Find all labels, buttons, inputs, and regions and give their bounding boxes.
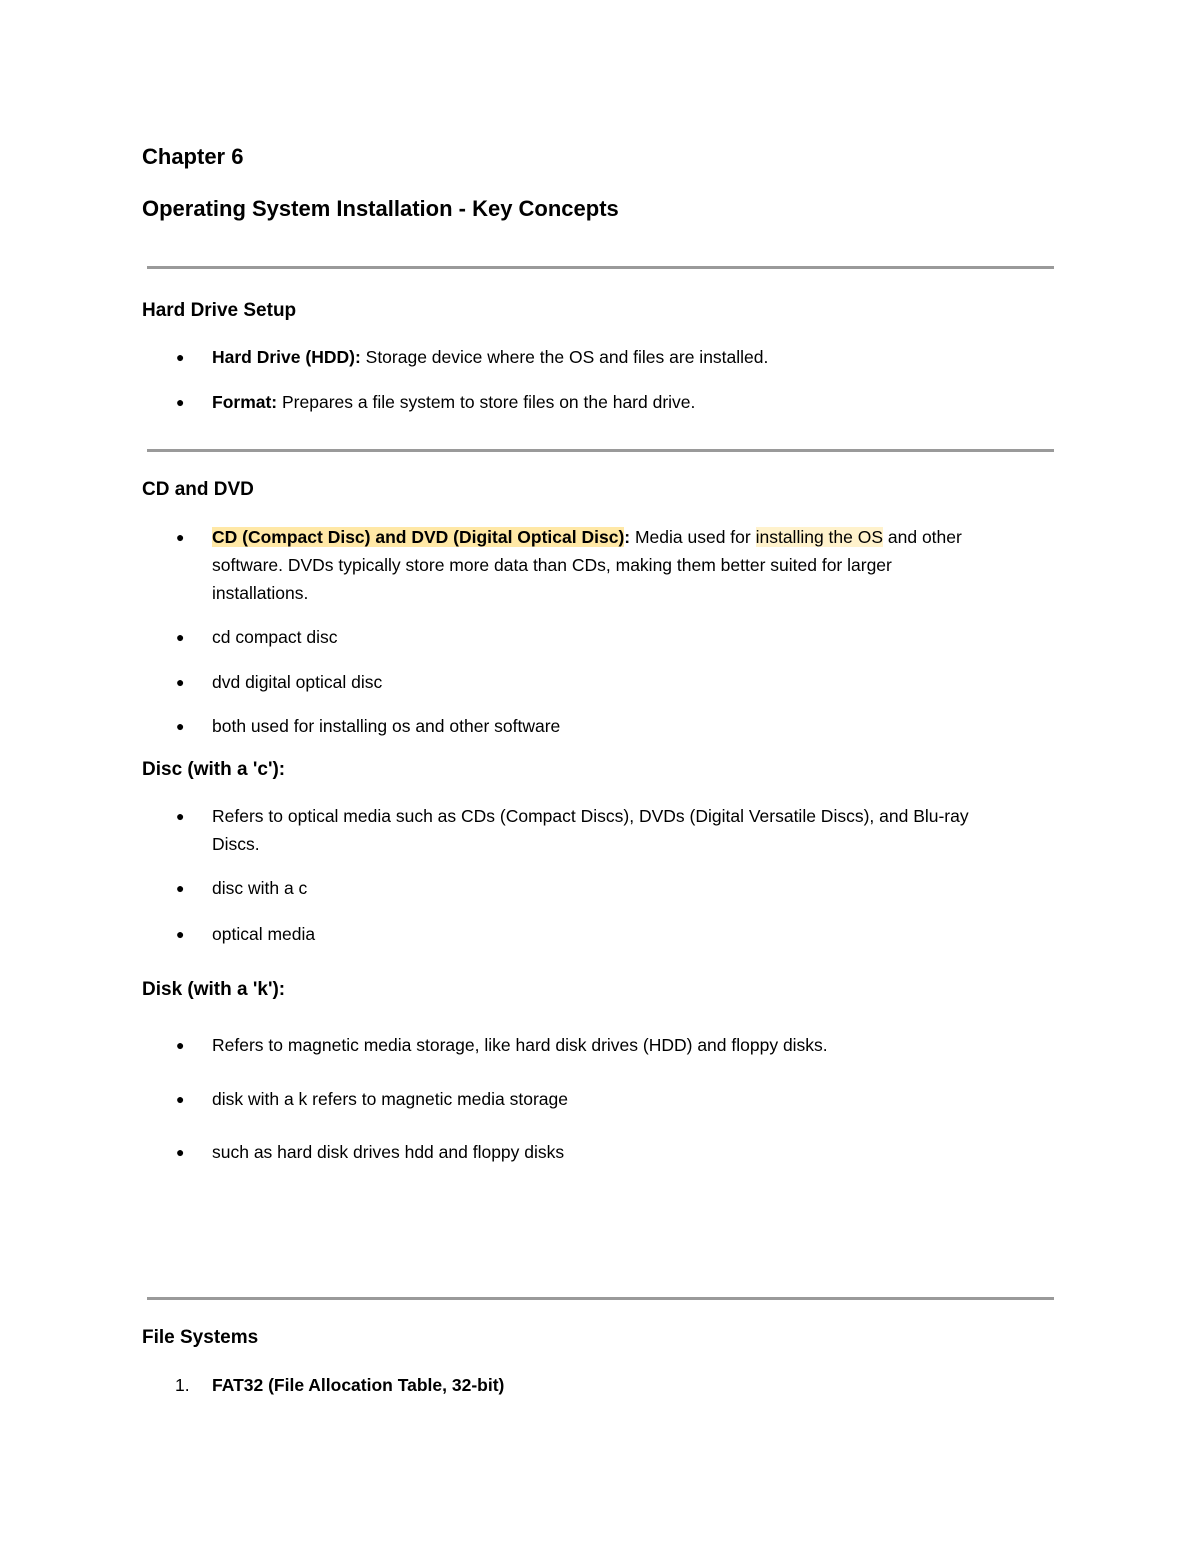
bullet-icon: ● <box>176 880 185 896</box>
bullet-icon: ● <box>176 1091 185 1107</box>
list-number: 1. <box>175 1375 190 1395</box>
bullet-icon: ● <box>176 926 185 942</box>
section-heading-cd-dvd: CD and DVD <box>142 479 254 500</box>
bullet-icon: ● <box>176 1144 185 1160</box>
bullet-icon: ● <box>176 629 185 645</box>
bullet-icon: ● <box>176 1037 185 1053</box>
page-title: Operating System Installation - Key Concepts <box>142 196 619 221</box>
bullet-icon: ● <box>176 674 185 690</box>
document-page: Chapter 6 Operating System Installation - Key Concepts Hard Drive Setup ● Hard Drive (HDD): Storage device where the OS and files are installed. ● Format: Prepares a file system to store files on the hard drive. CD and DVD ● CD (Compact Disc) and DVD (Digital Optical Disc): Media used for installing the OS and other software. DVDs typically store more data than CDs, making them better suited for larger installations. ● cd compact disc ● dvd digital optical disc ● both used for installing os and other software Disc (with a 'c'): ● Refers to optical media such as CDs (Compact Discs), DVDs (Digital Versatile Discs), and Blu-ray Discs. ● disc with a c ● optical media Disk (with a 'k'): ● Refers to magnetic media storage, like hard disk drives (HDD) and floppy disks. ● disk with a k refers to magnetic media storage ● such as hard disk drives hdd and floppy disks File Systems 1. FAT32 (File Allocation Table, 32-bit) <box>0 0 1200 1553</box>
definition: Prepares a file system to store files on the hard drive. <box>277 392 696 412</box>
horizontal-rule <box>147 449 1054 452</box>
term: Hard Drive (HDD): <box>212 347 361 367</box>
section-heading-disc: Disc (with a 'c'): <box>142 759 286 780</box>
section-heading-disk: Disk (with a 'k'): <box>142 979 286 1000</box>
bullet-icon: ● <box>176 394 185 410</box>
horizontal-rule <box>147 266 1054 269</box>
bullet-icon: ● <box>176 808 185 824</box>
bullet-icon: ● <box>176 529 185 545</box>
highlighted-term: CD (Compact Disc) and DVD (Digital Optical Disc) <box>212 527 625 547</box>
horizontal-rule <box>147 1297 1054 1300</box>
term: FAT32 (File Allocation Table, 32-bit) <box>212 1375 505 1395</box>
highlighted-text: installing the OS <box>755 527 884 547</box>
bullet-icon: ● <box>176 718 185 734</box>
section-heading-hard-drive: Hard Drive Setup <box>142 300 297 321</box>
bullet-icon: ● <box>176 349 185 365</box>
chapter-heading: Chapter 6 <box>142 144 244 169</box>
section-heading-file-systems: File Systems <box>142 1327 259 1348</box>
term: Format: <box>212 392 278 412</box>
definition: Storage device where the OS and files are installed. <box>360 347 769 367</box>
